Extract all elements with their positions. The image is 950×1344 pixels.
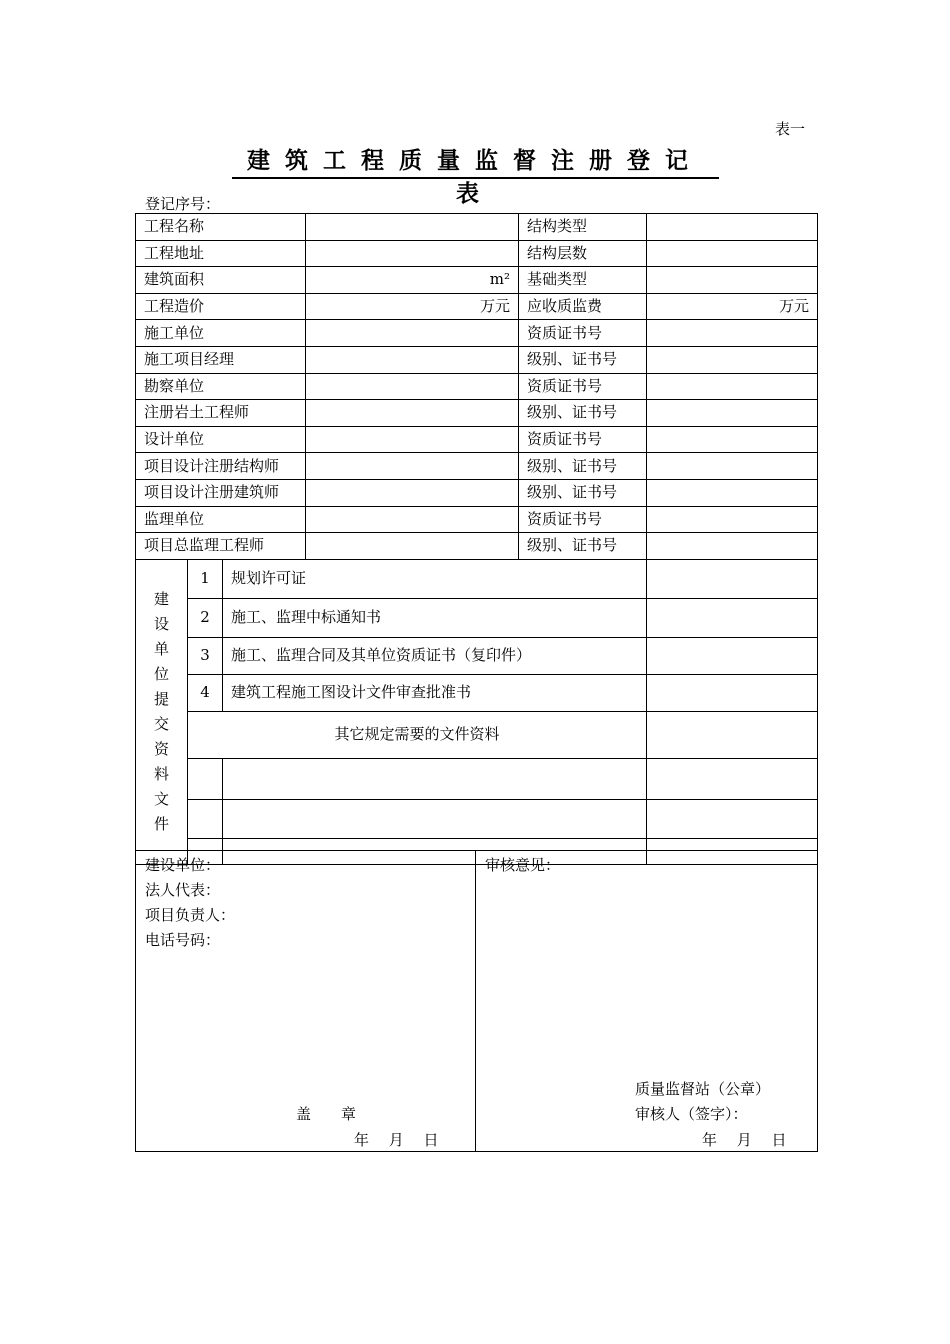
blank-check-cell[interactable] xyxy=(647,799,818,838)
doc-number: 1 xyxy=(188,559,223,598)
seal-label: 盖 章 xyxy=(296,1105,357,1123)
field-value[interactable] xyxy=(306,373,519,400)
doc-row xyxy=(136,559,818,598)
field-label: 项目设计注册结构师 xyxy=(136,453,306,480)
field-label-2: 级别、证书号 xyxy=(519,479,647,506)
field-value-2[interactable] xyxy=(647,426,818,453)
field-label-2: 结构类型 xyxy=(519,214,647,241)
doc-row xyxy=(136,598,818,637)
field-value-2[interactable] xyxy=(647,506,818,533)
section-label-char: 提 xyxy=(153,690,169,709)
field-value[interactable] xyxy=(306,533,519,560)
field-label: 项目总监理工程师 xyxy=(136,533,306,560)
field-value-2[interactable]: 万元 xyxy=(647,293,818,320)
field-label: 工程名称 xyxy=(136,214,306,241)
phone-label: 电话号码： xyxy=(145,931,221,949)
info-row xyxy=(136,533,818,560)
blank-doc-row xyxy=(136,799,818,838)
doc-row xyxy=(136,637,818,674)
field-value[interactable]: m² xyxy=(306,267,519,294)
field-label-2: 级别、证书号 xyxy=(519,533,647,560)
other-docs-row xyxy=(136,711,818,758)
info-row xyxy=(136,453,818,480)
field-value[interactable] xyxy=(306,506,519,533)
doc-name: 施工、监理合同及其单位资质证书（复印件） xyxy=(223,637,647,674)
field-label: 施工单位 xyxy=(136,320,306,347)
field-value[interactable] xyxy=(306,400,519,427)
field-label: 工程地址 xyxy=(136,240,306,267)
field-label: 设计单位 xyxy=(136,426,306,453)
field-label: 建筑面积 xyxy=(136,267,306,294)
field-value[interactable] xyxy=(306,479,519,506)
info-row xyxy=(136,400,818,427)
field-label: 勘察单位 xyxy=(136,373,306,400)
field-label: 工程造价 xyxy=(136,293,306,320)
field-value-2[interactable] xyxy=(647,453,818,480)
field-label-2: 结构层数 xyxy=(519,240,647,267)
page-title: 建筑工程质量监督注册登记表 xyxy=(247,148,703,207)
field-label-2: 资质证书号 xyxy=(519,506,647,533)
info-row xyxy=(136,506,818,533)
applicant-unit-label: 建设单位： xyxy=(145,856,221,874)
station-seal-label: 质量监督站（公章） xyxy=(635,1080,771,1098)
field-label-2: 应收质监费 xyxy=(519,293,647,320)
section-label-char: 建 xyxy=(153,590,169,609)
doc-number: 2 xyxy=(188,598,223,637)
doc-check-cell[interactable] xyxy=(647,559,818,598)
doc-name: 施工、监理中标通知书 xyxy=(223,598,647,637)
field-value[interactable] xyxy=(306,214,519,241)
section-label-char: 件 xyxy=(153,815,169,834)
title-underline xyxy=(232,177,719,179)
registration-number-label: 登记序号： xyxy=(145,195,221,213)
field-value-2[interactable] xyxy=(647,320,818,347)
field-label-2: 资质证书号 xyxy=(519,426,647,453)
field-label-2: 级别、证书号 xyxy=(519,346,647,373)
doc-row xyxy=(136,674,818,711)
field-value-2[interactable] xyxy=(647,240,818,267)
section-label-char: 位 xyxy=(153,665,169,684)
section-label-char: 交 xyxy=(153,715,169,734)
section-label-char: 料 xyxy=(153,765,169,784)
docs-section-label xyxy=(136,559,188,865)
section-label-char: 文 xyxy=(153,790,169,809)
section-label-char: 资 xyxy=(153,740,169,759)
section-label-char: 单 xyxy=(153,640,169,659)
doc-number: 4 xyxy=(188,674,223,711)
field-value-2[interactable] xyxy=(647,214,818,241)
form-number: 表一 xyxy=(775,120,806,138)
legal-rep-label: 法人代表： xyxy=(145,881,221,899)
doc-check-cell[interactable] xyxy=(647,674,818,711)
field-label-2: 级别、证书号 xyxy=(519,400,647,427)
info-row xyxy=(136,267,818,294)
info-row xyxy=(136,240,818,267)
other-docs-label: 其它规定需要的文件资料 xyxy=(188,711,647,758)
blank-name-cell[interactable] xyxy=(223,799,647,838)
doc-number: 3 xyxy=(188,637,223,674)
doc-check-cell[interactable] xyxy=(647,598,818,637)
field-label-2: 基础类型 xyxy=(519,267,647,294)
info-row xyxy=(136,346,818,373)
doc-name: 建筑工程施工图设计文件审查批准书 xyxy=(223,674,647,711)
field-label: 监理单位 xyxy=(136,506,306,533)
field-value[interactable] xyxy=(306,240,519,267)
field-value[interactable] xyxy=(306,320,519,347)
info-row xyxy=(136,426,818,453)
signature-table xyxy=(135,850,818,1152)
field-value-2[interactable] xyxy=(647,533,818,560)
blank-doc-row xyxy=(136,758,818,799)
applicant-box xyxy=(136,851,476,1152)
field-value-2[interactable] xyxy=(647,373,818,400)
field-value[interactable] xyxy=(306,426,519,453)
field-value[interactable] xyxy=(306,346,519,373)
section-label-char: 设 xyxy=(153,615,169,634)
info-row xyxy=(136,373,818,400)
project-lead-label: 项目负责人： xyxy=(145,906,236,924)
info-row xyxy=(136,293,818,320)
blank-number-cell[interactable] xyxy=(188,799,223,838)
field-value-2[interactable] xyxy=(647,346,818,373)
field-value-2[interactable] xyxy=(647,479,818,506)
blank-name-cell[interactable] xyxy=(223,758,647,799)
reviewer-signature-label: 审核人（签字）： xyxy=(635,1105,748,1123)
field-value[interactable]: 万元 xyxy=(306,293,519,320)
field-label: 施工项目经理 xyxy=(136,346,306,373)
registration-table xyxy=(135,213,818,865)
applicant-date: 年 月 日 xyxy=(354,1131,439,1149)
info-row xyxy=(136,479,818,506)
info-row xyxy=(136,320,818,347)
doc-check-cell[interactable] xyxy=(647,637,818,674)
info-row xyxy=(136,214,818,241)
review-date: 年 月 日 xyxy=(702,1131,787,1149)
field-value-2[interactable] xyxy=(647,267,818,294)
field-label: 项目设计注册建筑师 xyxy=(136,479,306,506)
field-label: 注册岩土工程师 xyxy=(136,400,306,427)
blank-check-cell[interactable] xyxy=(647,758,818,799)
review-box xyxy=(476,851,818,1152)
field-value-2[interactable] xyxy=(647,400,818,427)
field-label-2: 资质证书号 xyxy=(519,320,647,347)
doc-check-cell[interactable] xyxy=(647,711,818,758)
field-label-2: 资质证书号 xyxy=(519,373,647,400)
blank-number-cell[interactable] xyxy=(188,758,223,799)
field-label-2: 级别、证书号 xyxy=(519,453,647,480)
review-opinion-label: 审核意见： xyxy=(485,856,561,874)
field-value[interactable] xyxy=(306,453,519,480)
doc-name: 规划许可证 xyxy=(223,559,647,598)
